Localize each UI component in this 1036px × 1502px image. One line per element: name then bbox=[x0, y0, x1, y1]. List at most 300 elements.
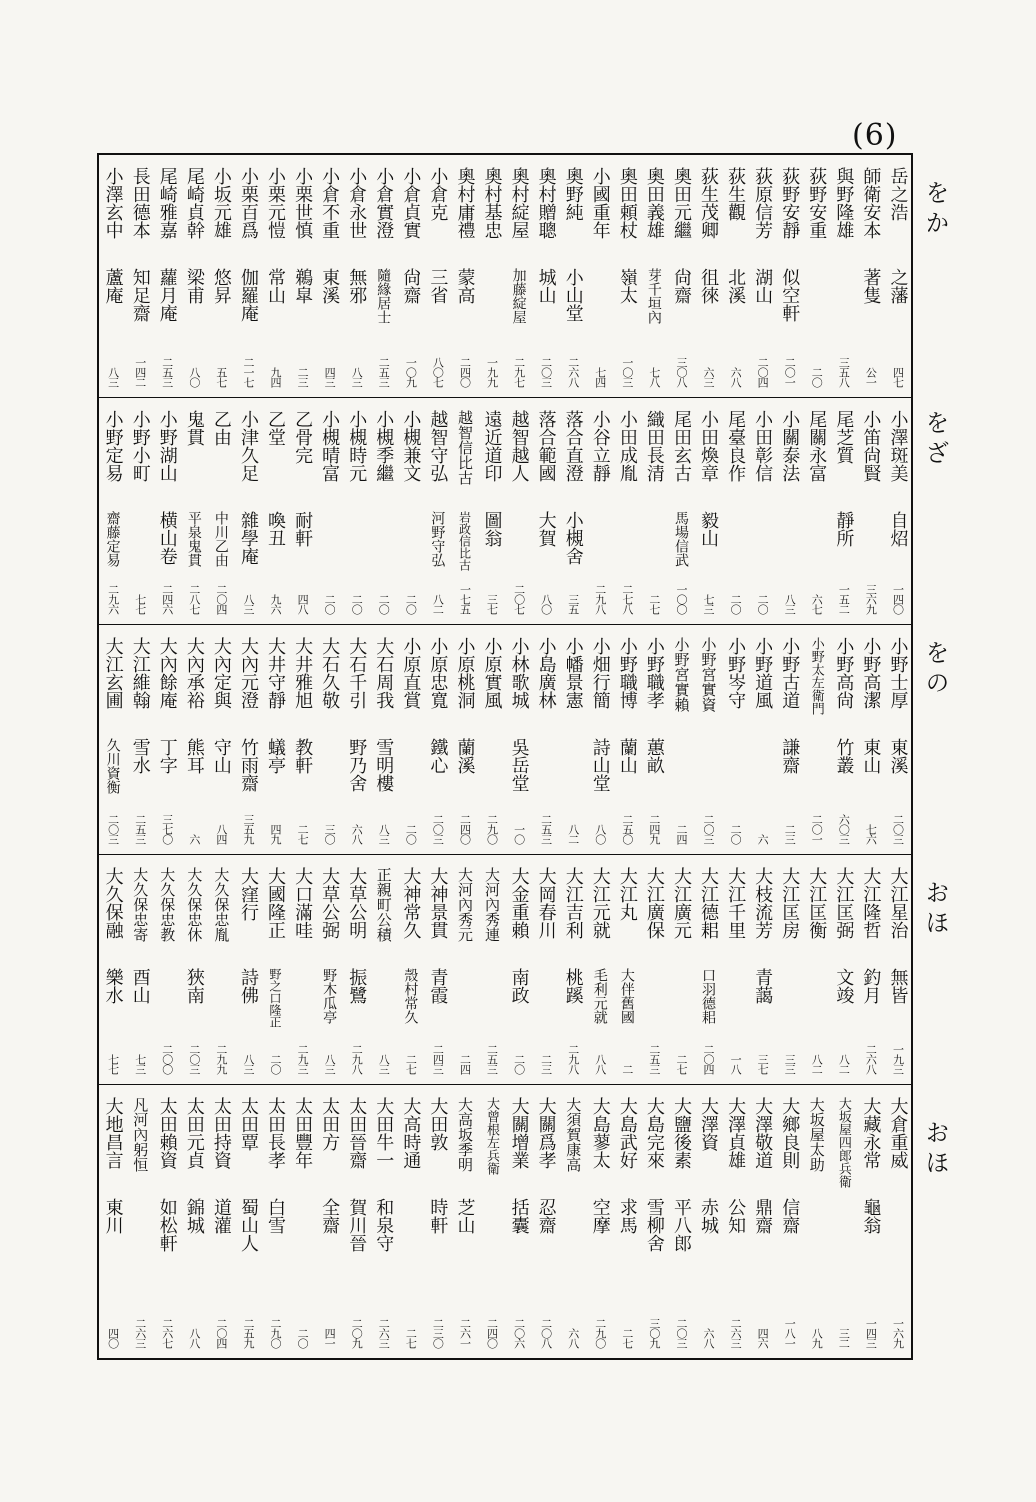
entry-page-number: 二〇四 bbox=[702, 1044, 716, 1074]
index-entry bbox=[505, 1085, 532, 1358]
index-entry bbox=[153, 398, 180, 624]
entry-alias: 北溪 bbox=[725, 268, 747, 304]
entry-name: 大高時通 bbox=[400, 1097, 422, 1169]
entry-page-number: 七三 bbox=[702, 594, 716, 614]
entry-name: 大高坂季明 bbox=[455, 1097, 474, 1172]
index-entry bbox=[640, 625, 667, 854]
entry-name: 小幡景憲 bbox=[562, 637, 584, 709]
entry-name: 大江玄圃 bbox=[102, 637, 124, 709]
index-entry bbox=[857, 625, 884, 854]
entry-name: 落合直澄 bbox=[562, 410, 584, 482]
index-entry bbox=[505, 155, 532, 397]
index-section-2 bbox=[99, 398, 911, 625]
entry-page-number: 二〇 bbox=[350, 594, 364, 614]
entry-name: 太田方 bbox=[319, 1097, 341, 1151]
entry-name: 大島武好 bbox=[616, 1097, 638, 1169]
entry-alias: 平八郎 bbox=[670, 1198, 692, 1252]
entry-page-number: 二〇 bbox=[756, 594, 770, 614]
entry-name: 大窪行 bbox=[237, 867, 259, 921]
entry-name: 大江匡弼 bbox=[833, 867, 855, 939]
entry-alias: 毛利元就 bbox=[591, 968, 608, 1024]
entry-page-number: 二七 bbox=[404, 1054, 418, 1074]
entry-page-number: 三二 bbox=[837, 1328, 851, 1348]
index-entry bbox=[586, 855, 613, 1084]
entry-name: 遠近道印 bbox=[481, 410, 503, 482]
entry-name: 太田豐年 bbox=[292, 1097, 314, 1169]
entry-name: 小野小町 bbox=[129, 410, 151, 482]
entry-name: 太田持資 bbox=[210, 1097, 232, 1169]
entry-alias: 口羽德耜 bbox=[700, 968, 717, 1024]
index-entry bbox=[532, 1085, 559, 1358]
entry-page-number: 二〇 bbox=[512, 1054, 526, 1074]
entry-alias: 齋藤定易 bbox=[104, 511, 121, 567]
entry-name: 小國重年 bbox=[589, 167, 611, 239]
entry-alias: 鼎齋 bbox=[752, 1198, 774, 1234]
entry-page-number: 五七 bbox=[214, 367, 228, 387]
entry-alias: 芝山 bbox=[454, 1198, 476, 1234]
entry-name: 大久保忠寄 bbox=[131, 867, 150, 942]
entry-name: 大鄉良則 bbox=[779, 1097, 801, 1169]
entry-page-number: 六 bbox=[756, 834, 770, 844]
entry-name: 尾關永富 bbox=[806, 410, 828, 482]
entry-page-number: 六三 bbox=[702, 367, 716, 387]
index-entry bbox=[803, 1085, 830, 1358]
entry-alias: 似空軒 bbox=[779, 268, 801, 322]
entry-alias: 如松軒 bbox=[156, 1198, 178, 1252]
index-entry bbox=[776, 398, 803, 624]
entry-page-number: 二〇 bbox=[296, 1328, 310, 1348]
entry-name: 小槻季繼 bbox=[373, 410, 395, 482]
entry-page-number: 二九〇 bbox=[485, 814, 499, 844]
entry-alias: 東溪 bbox=[319, 268, 341, 304]
index-entry bbox=[613, 1085, 640, 1358]
entry-name: 大江廣保 bbox=[643, 867, 665, 939]
index-entry bbox=[884, 155, 911, 397]
index-entry bbox=[532, 855, 559, 1084]
index-entry bbox=[343, 625, 370, 854]
entry-page-number: 九四 bbox=[269, 367, 283, 387]
entry-name: 大江吉利 bbox=[562, 867, 584, 939]
entry-page-number: 四七 bbox=[891, 367, 905, 387]
entry-page-number: 二〇三 bbox=[106, 814, 120, 844]
index-entry bbox=[451, 1085, 478, 1358]
entry-page-number: 四一 bbox=[323, 1328, 337, 1348]
index-entry bbox=[234, 855, 261, 1084]
entry-alias: 謙齋 bbox=[779, 738, 801, 774]
entry-name: 小關泰法 bbox=[779, 410, 801, 482]
entry-name: 大江維翰 bbox=[129, 637, 151, 709]
index-entry bbox=[776, 855, 803, 1084]
entry-page-number: 三六九 bbox=[864, 584, 878, 614]
entry-name: 大神常久 bbox=[400, 867, 422, 939]
index-entry bbox=[695, 398, 722, 624]
index-entry bbox=[262, 398, 289, 624]
entry-alias: 靜所 bbox=[833, 511, 855, 547]
entry-alias: 三省 bbox=[427, 268, 449, 304]
entry-alias: 文竣 bbox=[833, 968, 855, 1004]
entry-alias: 求馬 bbox=[616, 1198, 638, 1234]
entry-name: 大久保融 bbox=[102, 867, 124, 939]
entry-page-number: 一〇九 bbox=[404, 357, 418, 387]
entry-name: 小原桃洞 bbox=[454, 637, 476, 709]
entry-page-number: 二九八 bbox=[350, 1044, 364, 1074]
index-entry bbox=[207, 1085, 234, 1358]
entry-name: 奧村贈聰 bbox=[535, 167, 557, 239]
entry-page-number: 二〇 bbox=[377, 594, 391, 614]
index-entry bbox=[153, 625, 180, 854]
entry-name: 小倉不重 bbox=[319, 167, 341, 239]
entry-name: 大鹽後素 bbox=[670, 1097, 692, 1169]
index-entry bbox=[857, 155, 884, 397]
entry-page-number: 二 bbox=[620, 1064, 634, 1074]
index-entry bbox=[451, 155, 478, 397]
index-entry bbox=[749, 155, 776, 397]
index-entry bbox=[667, 1085, 694, 1358]
entry-page-number: 二九八 bbox=[593, 584, 607, 614]
entry-page-number: 二七 bbox=[647, 594, 661, 614]
entry-page-number: 八三 bbox=[106, 367, 120, 387]
index-entry bbox=[370, 155, 397, 397]
entry-alias: 自炤 bbox=[887, 511, 909, 547]
entry-alias: 尙齋 bbox=[670, 268, 692, 304]
index-entry bbox=[397, 398, 424, 624]
entry-name: 奧田義雄 bbox=[643, 167, 665, 239]
index-entry bbox=[180, 855, 207, 1084]
entry-page-number: 二三 bbox=[783, 824, 797, 844]
entry-page-number: 三七 bbox=[756, 1054, 770, 1074]
index-entry bbox=[640, 155, 667, 397]
entry-page-number: 二四 bbox=[674, 824, 688, 844]
entry-alias: 蘿月庵 bbox=[156, 268, 178, 322]
entry-page-number: 八八 bbox=[187, 1328, 201, 1348]
entry-page-number: 二五〇 bbox=[620, 814, 634, 844]
entry-name: 乙骨完 bbox=[292, 410, 314, 464]
entry-page-number: 二六八 bbox=[864, 1044, 878, 1074]
index-entry bbox=[424, 155, 451, 397]
entry-page-number: 六〇三 bbox=[837, 814, 851, 844]
entry-alias: 雜學庵 bbox=[237, 511, 259, 565]
index-entry bbox=[99, 855, 126, 1084]
entry-name: 大石久敬 bbox=[319, 637, 341, 709]
entry-name: 大江隆哲 bbox=[860, 867, 882, 939]
index-entry bbox=[99, 625, 126, 854]
entry-alias: 野乃舍 bbox=[346, 738, 368, 792]
index-entry bbox=[884, 1085, 911, 1358]
index-entry bbox=[803, 398, 830, 624]
index-entry bbox=[370, 625, 397, 854]
entry-page-number: 一五二 bbox=[837, 584, 851, 614]
entry-page-number: 四九 bbox=[269, 824, 283, 844]
section-kana-label: をか bbox=[921, 180, 949, 240]
entry-page-number: 二六三 bbox=[133, 1318, 147, 1348]
index-entry bbox=[397, 155, 424, 397]
index-entry bbox=[180, 1085, 207, 1358]
index-entry bbox=[505, 625, 532, 854]
entry-name: 奧村基忠 bbox=[481, 167, 503, 239]
index-entry bbox=[884, 855, 911, 1084]
index-entry bbox=[234, 1085, 261, 1358]
entry-alias: 雪柳舍 bbox=[643, 1198, 665, 1252]
entry-page-number: 二〇四 bbox=[214, 584, 228, 614]
entry-alias: 白雪 bbox=[265, 1198, 287, 1234]
entry-page-number: 四三 bbox=[323, 367, 337, 387]
entry-name: 大倉重威 bbox=[887, 1097, 909, 1169]
entry-page-number: 三〇九 bbox=[647, 1318, 661, 1348]
entry-name: 岳之浩 bbox=[887, 167, 909, 221]
entry-alias: 蘭溪 bbox=[454, 738, 476, 774]
index-entry bbox=[803, 625, 830, 854]
entry-page-number: 七三 bbox=[133, 1054, 147, 1074]
entry-name: 小野道風 bbox=[752, 637, 774, 709]
entry-alias: 東溪 bbox=[887, 738, 909, 774]
index-entry bbox=[559, 155, 586, 397]
entry-alias: 和泉守 bbox=[373, 1198, 395, 1252]
index-entry bbox=[559, 1085, 586, 1358]
page-number: (6) bbox=[852, 118, 898, 153]
index-entry bbox=[262, 625, 289, 854]
index-entry bbox=[343, 855, 370, 1084]
index-entry bbox=[316, 398, 343, 624]
index-entry bbox=[722, 625, 749, 854]
entry-page-number: 二〇 bbox=[729, 594, 743, 614]
entry-page-number: 二〇 bbox=[810, 367, 824, 387]
index-entry bbox=[343, 398, 370, 624]
entry-name: 鬼貫 bbox=[183, 410, 205, 446]
entry-page-number: 八二 bbox=[810, 1054, 824, 1074]
index-entry bbox=[749, 855, 776, 1084]
entry-page-number: 二〇 bbox=[323, 594, 337, 614]
index-entry bbox=[749, 625, 776, 854]
entry-alias: 野木瓜亭 bbox=[321, 968, 338, 1024]
entry-alias: 著隻 bbox=[860, 268, 882, 304]
entry-name: 大關增業 bbox=[508, 1097, 530, 1169]
entry-name: 大田牛一 bbox=[373, 1097, 395, 1169]
entry-page-number: 一〇三 bbox=[620, 357, 634, 387]
entry-page-number: 二〇三 bbox=[431, 814, 445, 844]
entry-page-number: 一四〇 bbox=[891, 584, 905, 614]
entry-page-number: 二〇八 bbox=[539, 1318, 553, 1348]
index-entry bbox=[857, 855, 884, 1084]
entry-alias: 平泉鬼貫 bbox=[185, 511, 202, 567]
entry-alias: 知足齋 bbox=[129, 268, 151, 322]
entry-alias: 毅山 bbox=[698, 511, 720, 547]
entry-page-number: 二八七 bbox=[187, 584, 201, 614]
entry-alias: 耐軒 bbox=[292, 511, 314, 547]
entry-alias: 鐵心 bbox=[427, 738, 449, 774]
index-entry bbox=[289, 855, 316, 1084]
entry-page-number: 二〇三 bbox=[891, 814, 905, 844]
entry-page-number: 八三 bbox=[350, 367, 364, 387]
entry-alias: 嶺太 bbox=[616, 268, 638, 304]
entry-name: 大金重賴 bbox=[508, 867, 530, 939]
entry-page-number: 三七 bbox=[485, 594, 499, 614]
index-entry bbox=[613, 398, 640, 624]
index-entry bbox=[830, 855, 857, 1084]
index-entry bbox=[776, 625, 803, 854]
entry-page-number: 二〇〇 bbox=[160, 1044, 174, 1074]
entry-page-number: 二四〇 bbox=[485, 1318, 499, 1348]
index-entry bbox=[153, 855, 180, 1084]
entry-page-number: 二〇一 bbox=[810, 814, 824, 844]
entry-alias: 竹雨齋 bbox=[237, 738, 259, 792]
index-entry bbox=[830, 625, 857, 854]
entry-page-number: 一九三 bbox=[891, 1044, 905, 1074]
entry-page-number: 公一 bbox=[864, 367, 878, 387]
entry-alias: 酉山 bbox=[129, 968, 151, 1004]
index-table bbox=[97, 153, 913, 1360]
entry-alias: 岩政信比古 bbox=[457, 511, 472, 571]
index-entry bbox=[316, 625, 343, 854]
index-entry bbox=[126, 625, 153, 854]
entry-page-number: 三五九 bbox=[241, 814, 255, 844]
entry-name: 荻生茂卿 bbox=[698, 167, 720, 239]
entry-name: 小澤玄中 bbox=[102, 167, 124, 239]
entry-alias: 河野守弘 bbox=[429, 511, 446, 567]
entry-name: 大江星治 bbox=[887, 867, 909, 939]
index-entry bbox=[289, 155, 316, 397]
entry-page-number: 二〇三 bbox=[187, 1044, 201, 1074]
entry-page-number: 一〇 bbox=[512, 824, 526, 844]
index-entry bbox=[153, 155, 180, 397]
entry-alias: 常山 bbox=[265, 268, 287, 304]
entry-page-number: 二五三 bbox=[377, 357, 391, 387]
index-entry bbox=[776, 155, 803, 397]
entry-name: 大曾根左兵衛 bbox=[484, 1097, 500, 1175]
index-entry bbox=[640, 1085, 667, 1358]
index-entry bbox=[478, 625, 505, 854]
entry-page-number: 二七 bbox=[620, 1328, 634, 1348]
entry-alias: 城山 bbox=[535, 268, 557, 304]
index-entry bbox=[505, 855, 532, 1084]
index-entry bbox=[884, 625, 911, 854]
entry-name: 小野士厚 bbox=[887, 637, 909, 709]
entry-name: 大澤資 bbox=[698, 1097, 720, 1151]
entry-alias: 釣月 bbox=[860, 968, 882, 1004]
entry-page-number: 八三 bbox=[241, 1054, 255, 1074]
index-entry bbox=[613, 155, 640, 397]
entry-alias: 尙齋 bbox=[400, 268, 422, 304]
entry-page-number: 二〇三 bbox=[674, 1318, 688, 1348]
entry-page-number: 一八一 bbox=[783, 1318, 797, 1348]
entry-name: 小野古道 bbox=[779, 637, 801, 709]
entry-alias: 悠昇 bbox=[210, 268, 232, 304]
index-entry bbox=[884, 398, 911, 624]
index-entry bbox=[830, 398, 857, 624]
index-entry bbox=[505, 398, 532, 624]
entry-name: 師衛安本 bbox=[860, 167, 882, 239]
entry-name: 大石千引 bbox=[346, 637, 368, 709]
entry-name: 越智守弘 bbox=[427, 410, 449, 482]
index-entry bbox=[99, 1085, 126, 1358]
entry-page-number: 四六 bbox=[756, 1328, 770, 1348]
entry-name: 小畑行簡 bbox=[589, 637, 611, 709]
entry-page-number: 七七 bbox=[106, 1054, 120, 1074]
entry-name: 小田煥章 bbox=[698, 410, 720, 482]
entry-name: 大井雅旭 bbox=[292, 637, 314, 709]
entry-name: 小野職孝 bbox=[643, 637, 665, 709]
entry-page-number: 二〇四 bbox=[756, 357, 770, 387]
entry-alias: 湖山 bbox=[752, 268, 774, 304]
entry-page-number: 二〇 bbox=[269, 1054, 283, 1074]
index-entry bbox=[289, 625, 316, 854]
entry-alias: 鵜皐 bbox=[292, 268, 314, 304]
entry-page-number: 三三 bbox=[783, 1054, 797, 1074]
entry-name: 荻原信芳 bbox=[752, 167, 774, 239]
index-entry bbox=[343, 155, 370, 397]
entry-page-number: 二九七 bbox=[512, 357, 526, 387]
entry-name: 長田德本 bbox=[129, 167, 151, 239]
index-entry bbox=[695, 1085, 722, 1358]
entry-page-number: 二〇一 bbox=[783, 357, 797, 387]
index-entry bbox=[451, 855, 478, 1084]
entry-page-number: 八三 bbox=[323, 1054, 337, 1074]
entry-page-number: 二九八 bbox=[566, 1044, 580, 1074]
entry-name: 小澤斑美 bbox=[887, 410, 909, 482]
index-entry bbox=[180, 625, 207, 854]
index-entry bbox=[586, 398, 613, 624]
entry-name: 大江元就 bbox=[589, 867, 611, 939]
entry-alias: 久川資衡 bbox=[104, 738, 121, 794]
entry-name: 小野宮實資 bbox=[699, 637, 718, 712]
index-entry bbox=[559, 855, 586, 1084]
index-entry bbox=[722, 1085, 749, 1358]
index-entry bbox=[370, 398, 397, 624]
entry-name: 越智越人 bbox=[508, 410, 530, 482]
entry-page-number: 八二 bbox=[566, 824, 580, 844]
entry-page-number: 二〇三 bbox=[702, 814, 716, 844]
entry-name: 與野隆雄 bbox=[833, 167, 855, 239]
entry-name: 大島完來 bbox=[643, 1097, 665, 1169]
entry-page-number: 二〇 bbox=[404, 824, 418, 844]
index-entry bbox=[424, 398, 451, 624]
index-entry bbox=[830, 1085, 857, 1358]
entry-name: 越智信比古 bbox=[455, 410, 474, 485]
entry-name: 大內元澄 bbox=[237, 637, 259, 709]
entry-alias: 守山 bbox=[210, 738, 232, 774]
index-entry bbox=[397, 855, 424, 1084]
index-entry bbox=[126, 1085, 153, 1358]
entry-page-number: 八九 bbox=[810, 1328, 824, 1348]
index-entry bbox=[370, 1085, 397, 1358]
index-entry bbox=[262, 855, 289, 1084]
entry-name: 小島廣林 bbox=[535, 637, 557, 709]
index-entry bbox=[397, 625, 424, 854]
entry-page-number: 八〇 bbox=[187, 367, 201, 387]
entry-alias: 龜翁 bbox=[860, 1198, 882, 1234]
entry-name: 大田敦 bbox=[427, 1097, 449, 1151]
entry-page-number: 一七五 bbox=[458, 584, 472, 614]
entry-name: 大草公弼 bbox=[319, 867, 341, 939]
entry-name: 太田覃 bbox=[237, 1097, 259, 1151]
entry-page-number: 二五三 bbox=[539, 814, 553, 844]
entry-page-number: 二九六 bbox=[106, 584, 120, 614]
index-entry bbox=[776, 1085, 803, 1358]
index-entry bbox=[830, 155, 857, 397]
entry-name: 大岡春川 bbox=[535, 867, 557, 939]
entry-name: 尾芝質 bbox=[833, 410, 855, 464]
entry-page-number: 八〇 bbox=[539, 594, 553, 614]
index-entry bbox=[667, 155, 694, 397]
entry-name: 小槻晴富 bbox=[319, 410, 341, 482]
entry-alias: 南政 bbox=[508, 968, 530, 1004]
entry-name: 奧野純 bbox=[562, 167, 584, 221]
entry-name: 乙由 bbox=[210, 410, 232, 446]
entry-page-number: 二九〇 bbox=[593, 1318, 607, 1348]
entry-page-number: 二四〇 bbox=[458, 814, 472, 844]
index-entry bbox=[532, 625, 559, 854]
entry-alias: 振鷺 bbox=[346, 968, 368, 1004]
entry-page-number: 六 bbox=[187, 834, 201, 844]
